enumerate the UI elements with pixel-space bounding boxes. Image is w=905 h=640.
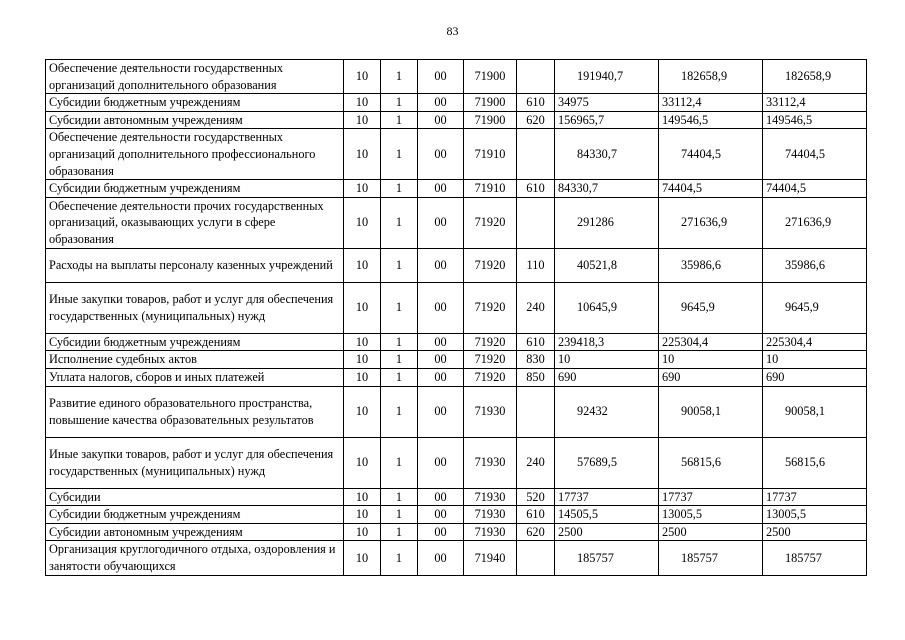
program-code-cell: 00 — [418, 129, 464, 180]
section-code-cell: 10 — [344, 333, 381, 351]
section-code-cell: 10 — [344, 111, 381, 129]
amount-year3-cell: 56815,6 — [763, 437, 867, 488]
target-item-cell: 71920 — [464, 282, 517, 333]
amount-year3-cell: 185757 — [763, 541, 867, 575]
row-name-cell: Обеспечение деятельности прочих государственных организаций, оказывающих услуги в сфере образования — [46, 197, 344, 248]
row-name-cell: Иные закупки товаров, работ и услуг для обеспечения государственных (муниципальных) нужд — [46, 437, 344, 488]
section-code-cell: 10 — [344, 523, 381, 541]
expense-type-cell: 850 — [517, 368, 555, 386]
program-code-cell: 00 — [418, 523, 464, 541]
row-name-cell: Субсидии автономным учреждениям — [46, 523, 344, 541]
expense-type-cell — [517, 541, 555, 575]
target-item-cell: 71930 — [464, 506, 517, 524]
row-name-cell: Обеспечение деятельности государственных организаций дополнительного профессионального образования — [46, 129, 344, 180]
program-code-cell: 00 — [418, 351, 464, 369]
subsection-code-cell: 1 — [381, 488, 418, 506]
amount-year1-cell: 191940,7 — [555, 60, 659, 94]
table-row — [46, 351, 867, 369]
program-code-cell: 00 — [418, 541, 464, 575]
subsection-code-cell: 1 — [381, 94, 418, 112]
section-code-cell: 10 — [344, 282, 381, 333]
amount-year2-cell: 185757 — [659, 541, 763, 575]
amount-year2-cell: 149546,5 — [659, 111, 763, 129]
program-code-cell: 00 — [418, 488, 464, 506]
row-name-cell: Развитие единого образовательного пространства, повышение качества образовательных результатов — [46, 386, 344, 437]
program-code-cell: 00 — [418, 94, 464, 112]
amount-year1-cell: 17737 — [555, 488, 659, 506]
amount-year2-cell: 74404,5 — [659, 129, 763, 180]
subsection-code-cell: 1 — [381, 368, 418, 386]
expense-type-cell — [517, 129, 555, 180]
subsection-code-cell: 1 — [381, 129, 418, 180]
amount-year3-cell: 271636,9 — [763, 197, 867, 248]
program-code-cell: 00 — [418, 506, 464, 524]
amount-year3-cell: 182658,9 — [763, 60, 867, 94]
program-code-cell: 00 — [418, 60, 464, 94]
amount-year2-cell: 9645,9 — [659, 282, 763, 333]
section-code-cell: 10 — [344, 60, 381, 94]
amount-year3-cell: 13005,5 — [763, 506, 867, 524]
subsection-code-cell: 1 — [381, 111, 418, 129]
subsection-code-cell: 1 — [381, 333, 418, 351]
amount-year1-cell: 92432 — [555, 386, 659, 437]
target-item-cell: 71930 — [464, 386, 517, 437]
program-code-cell: 00 — [418, 386, 464, 437]
target-item-cell: 71930 — [464, 488, 517, 506]
program-code-cell: 00 — [418, 282, 464, 333]
amount-year1-cell: 57689,5 — [555, 437, 659, 488]
expense-type-cell: 830 — [517, 351, 555, 369]
expense-type-cell: 240 — [517, 437, 555, 488]
amount-year2-cell: 2500 — [659, 523, 763, 541]
target-item-cell: 71910 — [464, 180, 517, 198]
row-name-cell: Субсидии бюджетным учреждениям — [46, 333, 344, 351]
subsection-code-cell: 1 — [381, 60, 418, 94]
subsection-code-cell: 1 — [381, 506, 418, 524]
amount-year3-cell: 74404,5 — [763, 180, 867, 198]
target-item-cell: 71900 — [464, 111, 517, 129]
program-code-cell: 00 — [418, 248, 464, 282]
program-code-cell: 00 — [418, 437, 464, 488]
amount-year2-cell: 74404,5 — [659, 180, 763, 198]
section-code-cell: 10 — [344, 351, 381, 369]
expense-type-cell: 610 — [517, 180, 555, 198]
expense-type-cell: 620 — [517, 523, 555, 541]
row-name-cell: Субсидии бюджетным учреждениям — [46, 506, 344, 524]
table-row — [46, 333, 867, 351]
budget-table — [45, 59, 867, 576]
section-code-cell: 10 — [344, 129, 381, 180]
row-name-cell: Субсидии — [46, 488, 344, 506]
amount-year3-cell: 9645,9 — [763, 282, 867, 333]
amount-year3-cell: 149546,5 — [763, 111, 867, 129]
table-row — [46, 506, 867, 524]
target-item-cell: 71920 — [464, 248, 517, 282]
section-code-cell: 10 — [344, 368, 381, 386]
amount-year3-cell: 225304,4 — [763, 333, 867, 351]
amount-year3-cell: 35986,6 — [763, 248, 867, 282]
table-row — [46, 94, 867, 112]
amount-year2-cell: 17737 — [659, 488, 763, 506]
program-code-cell: 00 — [418, 368, 464, 386]
program-code-cell: 00 — [418, 180, 464, 198]
expense-type-cell — [517, 60, 555, 94]
target-item-cell: 71920 — [464, 197, 517, 248]
amount-year2-cell: 225304,4 — [659, 333, 763, 351]
amount-year1-cell: 690 — [555, 368, 659, 386]
table-row — [46, 111, 867, 129]
target-item-cell: 71940 — [464, 541, 517, 575]
section-code-cell: 10 — [344, 386, 381, 437]
row-name-cell: Исполнение судебных актов — [46, 351, 344, 369]
amount-year3-cell: 90058,1 — [763, 386, 867, 437]
section-code-cell: 10 — [344, 197, 381, 248]
table-row — [46, 197, 867, 248]
expense-type-cell: 240 — [517, 282, 555, 333]
section-code-cell: 10 — [344, 541, 381, 575]
section-code-cell: 10 — [344, 437, 381, 488]
amount-year1-cell: 185757 — [555, 541, 659, 575]
amount-year1-cell: 239418,3 — [555, 333, 659, 351]
amount-year3-cell: 690 — [763, 368, 867, 386]
table-row — [46, 523, 867, 541]
expense-type-cell: 520 — [517, 488, 555, 506]
subsection-code-cell: 1 — [381, 180, 418, 198]
page-number: 83 — [446, 24, 459, 38]
target-item-cell: 71900 — [464, 94, 517, 112]
table-row — [46, 368, 867, 386]
subsection-code-cell: 1 — [381, 541, 418, 575]
table-row — [46, 248, 867, 282]
expense-type-cell: 610 — [517, 506, 555, 524]
expense-type-cell — [517, 386, 555, 437]
row-name-cell: Организация круглогодичного отдыха, оздоровления и занятости обучающихся — [46, 541, 344, 575]
amount-year2-cell: 35986,6 — [659, 248, 763, 282]
row-name-cell: Расходы на выплаты персоналу казенных учреждений — [46, 248, 344, 282]
target-item-cell: 71930 — [464, 437, 517, 488]
table-row — [46, 60, 867, 94]
amount-year2-cell: 10 — [659, 351, 763, 369]
subsection-code-cell: 1 — [381, 197, 418, 248]
table-row — [46, 180, 867, 198]
expense-type-cell: 110 — [517, 248, 555, 282]
target-item-cell: 71930 — [464, 523, 517, 541]
amount-year1-cell: 2500 — [555, 523, 659, 541]
program-code-cell: 00 — [418, 111, 464, 129]
expense-type-cell — [517, 197, 555, 248]
expense-type-cell: 610 — [517, 94, 555, 112]
amount-year2-cell: 690 — [659, 368, 763, 386]
section-code-cell: 10 — [344, 94, 381, 112]
amount-year1-cell: 34975 — [555, 94, 659, 112]
target-item-cell: 71920 — [464, 368, 517, 386]
subsection-code-cell: 1 — [381, 282, 418, 333]
amount-year1-cell: 40521,8 — [555, 248, 659, 282]
amount-year2-cell: 271636,9 — [659, 197, 763, 248]
amount-year2-cell: 56815,6 — [659, 437, 763, 488]
amount-year1-cell: 291286 — [555, 197, 659, 248]
section-code-cell: 10 — [344, 248, 381, 282]
amount-year2-cell: 182658,9 — [659, 60, 763, 94]
amount-year1-cell: 10645,9 — [555, 282, 659, 333]
subsection-code-cell: 1 — [381, 351, 418, 369]
amount-year2-cell: 13005,5 — [659, 506, 763, 524]
target-item-cell: 71910 — [464, 129, 517, 180]
amount-year2-cell: 90058,1 — [659, 386, 763, 437]
section-code-cell: 10 — [344, 488, 381, 506]
amount-year1-cell: 84330,7 — [555, 129, 659, 180]
expense-type-cell: 610 — [517, 333, 555, 351]
amount-year3-cell: 74404,5 — [763, 129, 867, 180]
subsection-code-cell: 1 — [381, 248, 418, 282]
program-code-cell: 00 — [418, 197, 464, 248]
row-name-cell: Субсидии автономным учреждениям — [46, 111, 344, 129]
row-name-cell: Субсидии бюджетным учреждениям — [46, 180, 344, 198]
amount-year1-cell: 14505,5 — [555, 506, 659, 524]
amount-year1-cell: 10 — [555, 351, 659, 369]
target-item-cell: 71920 — [464, 333, 517, 351]
row-name-cell: Иные закупки товаров, работ и услуг для обеспечения государственных (муниципальных) нужд — [46, 282, 344, 333]
table-row — [46, 282, 867, 333]
expense-type-cell: 620 — [517, 111, 555, 129]
amount-year3-cell: 33112,4 — [763, 94, 867, 112]
section-code-cell: 10 — [344, 180, 381, 198]
section-code-cell: 10 — [344, 506, 381, 524]
table-row — [46, 129, 867, 180]
target-item-cell: 71900 — [464, 60, 517, 94]
table-row — [46, 488, 867, 506]
subsection-code-cell: 1 — [381, 523, 418, 541]
row-name-cell: Субсидии бюджетным учреждениям — [46, 94, 344, 112]
amount-year1-cell: 156965,7 — [555, 111, 659, 129]
subsection-code-cell: 1 — [381, 437, 418, 488]
amount-year3-cell: 2500 — [763, 523, 867, 541]
amount-year1-cell: 84330,7 — [555, 180, 659, 198]
target-item-cell: 71920 — [464, 351, 517, 369]
table-row — [46, 386, 867, 437]
row-name-cell: Уплата налогов, сборов и иных платежей — [46, 368, 344, 386]
table-row — [46, 437, 867, 488]
amount-year3-cell: 17737 — [763, 488, 867, 506]
row-name-cell: Обеспечение деятельности государственных организаций дополнительного образования — [46, 60, 344, 94]
subsection-code-cell: 1 — [381, 386, 418, 437]
amount-year2-cell: 33112,4 — [659, 94, 763, 112]
table-row — [46, 541, 867, 575]
amount-year3-cell: 10 — [763, 351, 867, 369]
program-code-cell: 00 — [418, 333, 464, 351]
